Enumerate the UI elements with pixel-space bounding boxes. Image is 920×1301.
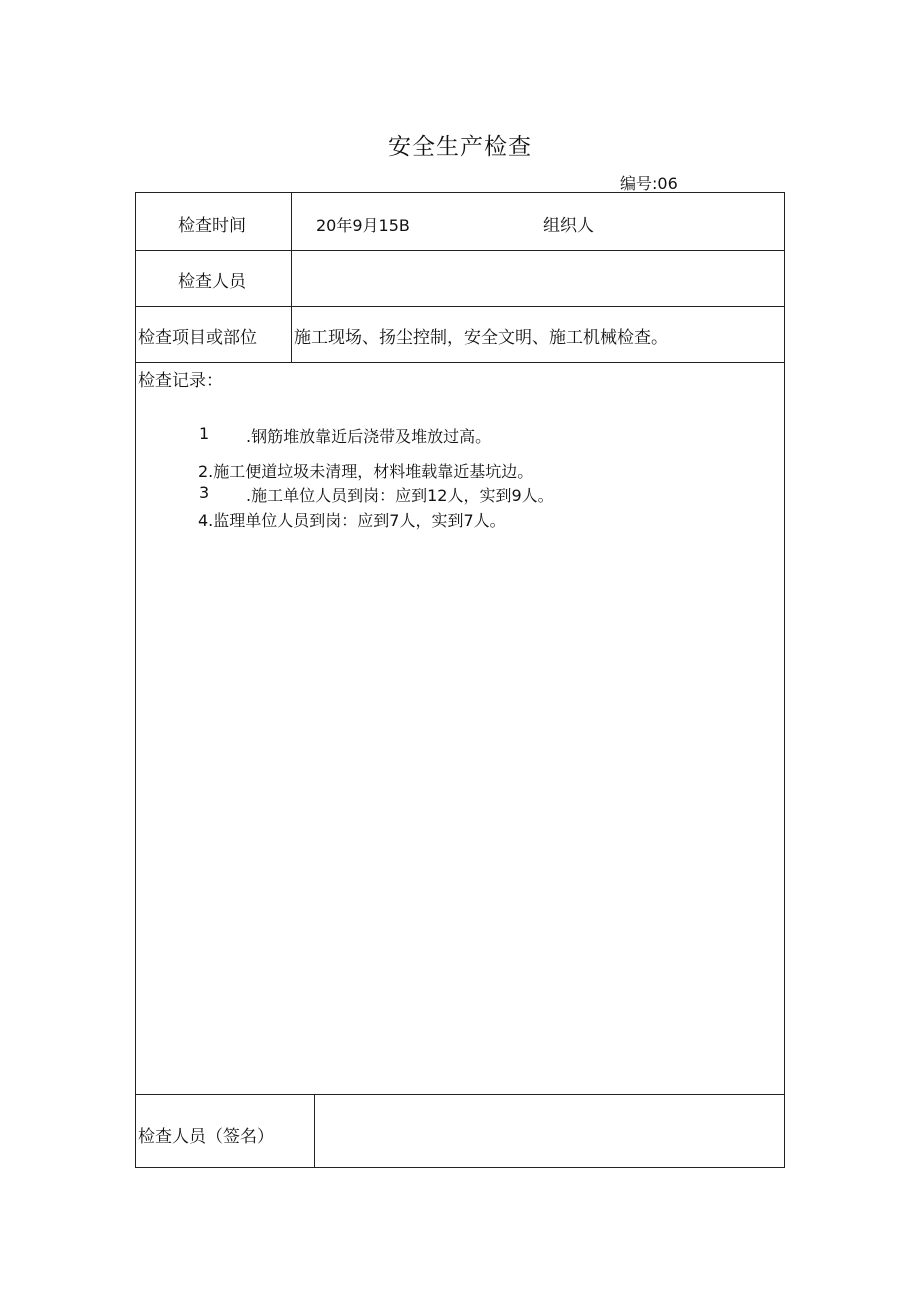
document-title: 安全生产检查 — [388, 134, 532, 160]
document-number: 编号:06 — [620, 174, 678, 193]
record-number: 3 — [199, 483, 210, 502]
record-item-3: .施工单位人员到岗：应到12人，实到9人。 — [246, 486, 554, 505]
inspection-time-label: 检查时间 — [178, 216, 246, 236]
divider — [291, 250, 292, 306]
divider — [314, 1094, 315, 1167]
record-item-1: .钢筋堆放靠近后浇带及堆放过高。 — [246, 427, 492, 446]
row-signature — [136, 1094, 784, 1167]
record-number: 1 — [199, 424, 210, 443]
signature-label: 检查人员（签名） — [138, 1127, 274, 1147]
row-inspection-records — [136, 362, 784, 1095]
row-inspection-time — [136, 193, 784, 251]
inspection-time-value: 20年9月15B — [316, 216, 410, 235]
record-item-4: 4.监理单位人员到岗：应到7人，实到7人。 — [198, 511, 506, 530]
row-inspectors — [136, 250, 784, 307]
row-inspection-items — [136, 306, 784, 363]
inspection-form — [135, 192, 785, 1168]
inspection-items-label: 检查项目或部位 — [138, 328, 257, 348]
inspection-items-value: 施工现场、扬尘控制，安全文明、施工机械检查。 — [294, 328, 668, 348]
inspectors-label: 检查人员 — [178, 272, 246, 292]
record-item-2: 2.施工便道垃圾未清理，材料堆载靠近基坑边。 — [198, 462, 534, 481]
records-label: 检查记录： — [138, 371, 223, 391]
organizer-label: 组织人 — [543, 216, 594, 236]
divider — [291, 193, 292, 250]
divider — [291, 306, 292, 362]
